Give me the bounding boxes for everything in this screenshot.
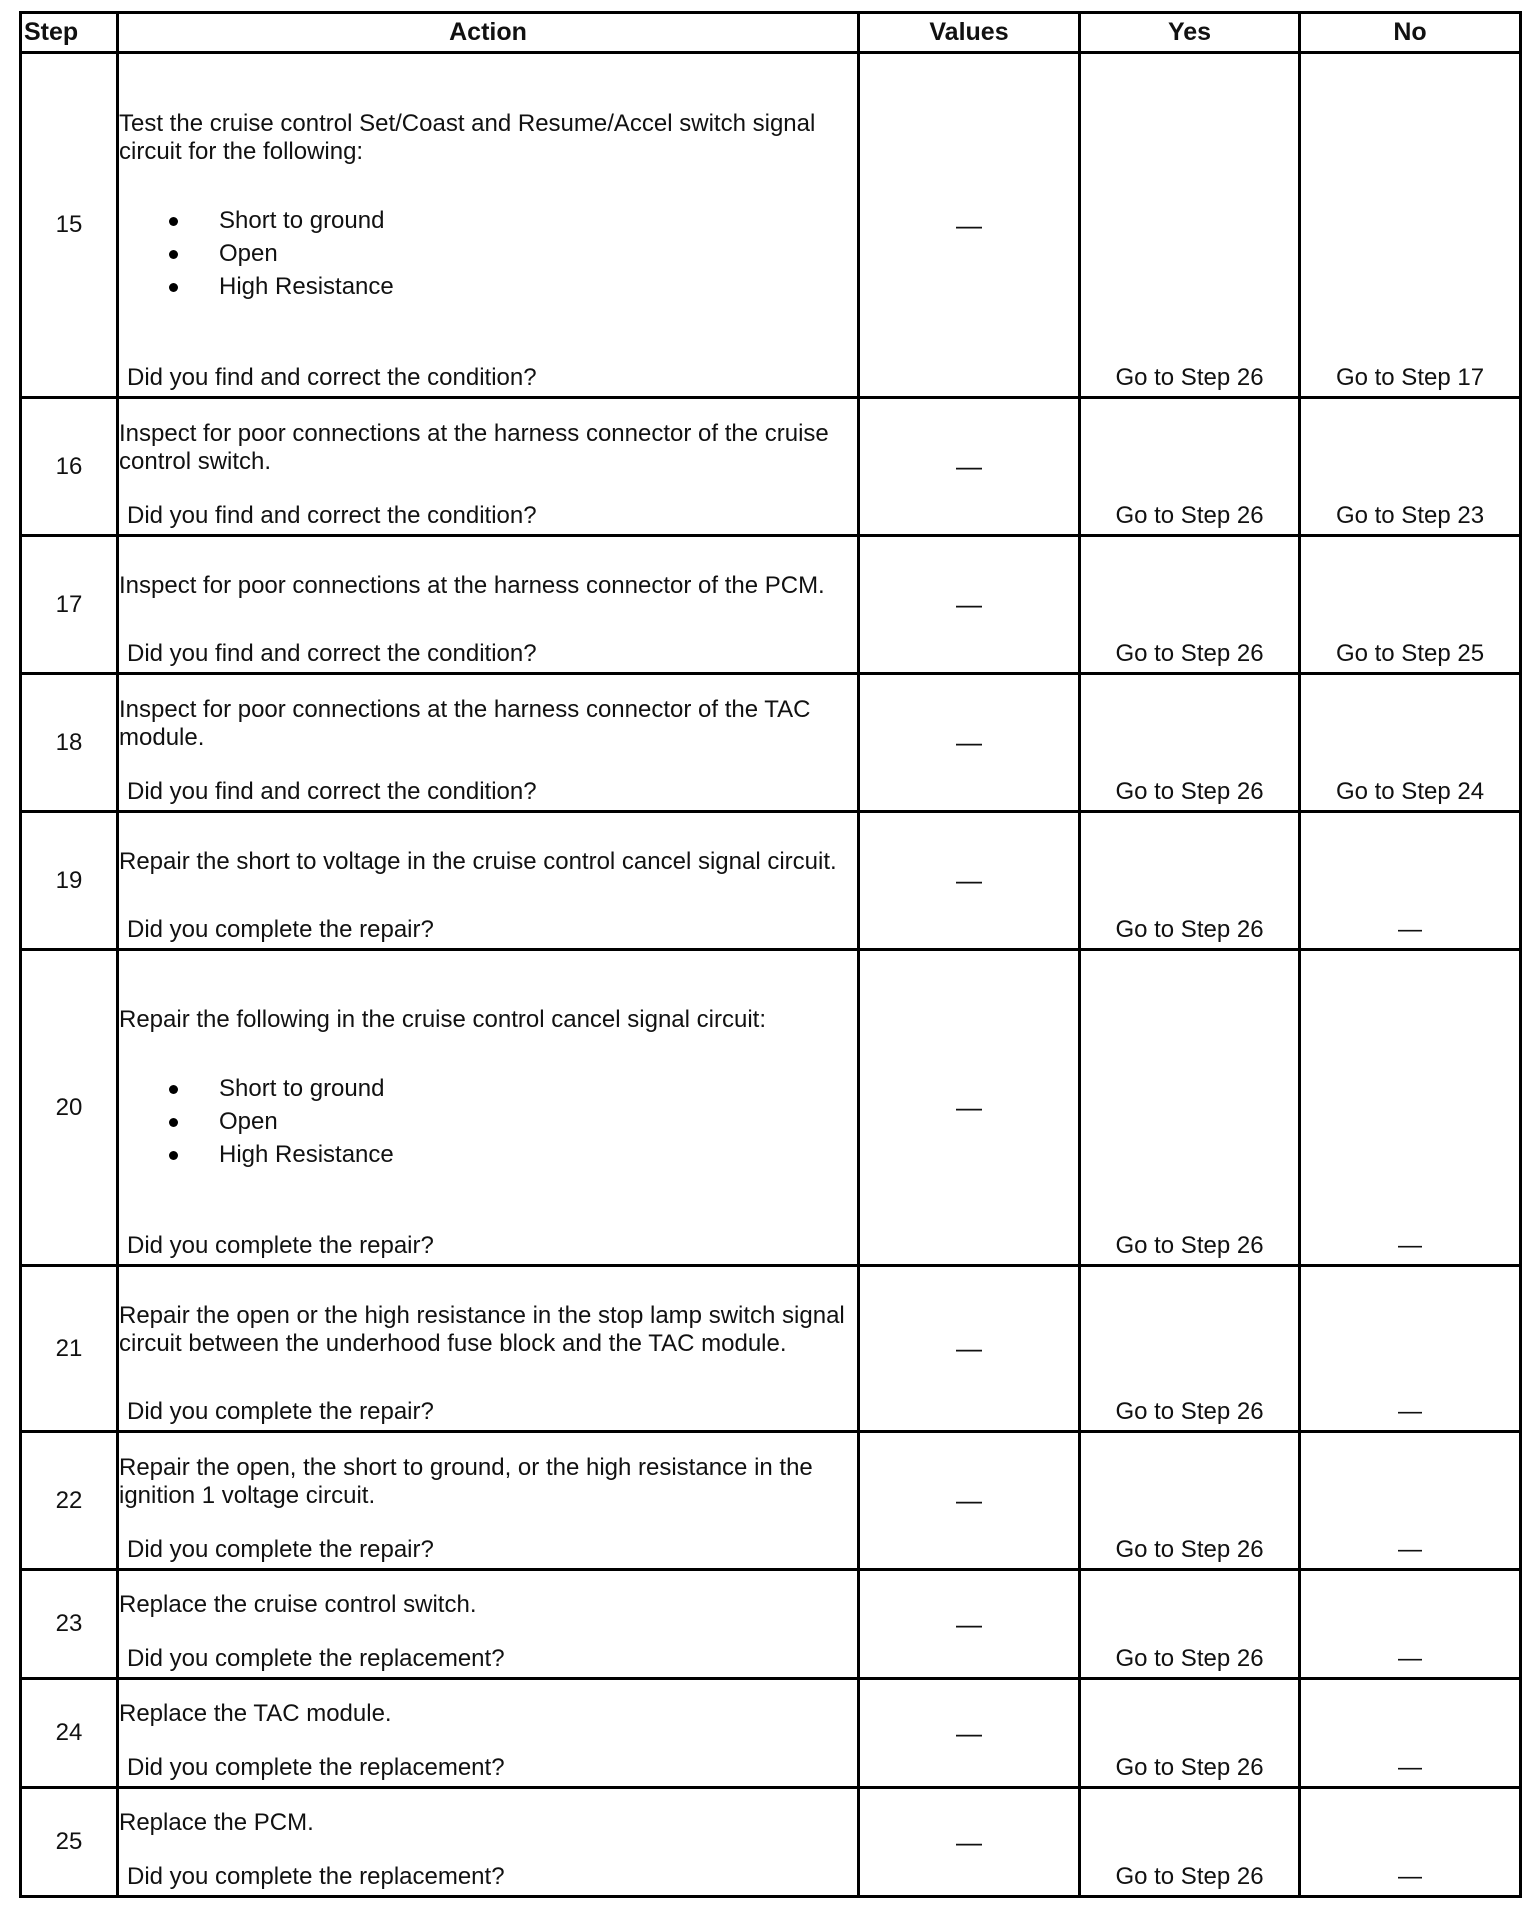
yes-cell (1081, 1571, 1301, 1680)
table-row (22, 1789, 1522, 1898)
table-row (22, 537, 1522, 675)
no-cell (1301, 54, 1522, 399)
no-link: — (1398, 916, 1422, 943)
action-cell (119, 1267, 860, 1433)
bullet-item: High Resistance (219, 1138, 857, 1171)
step-number: 22 (22, 1433, 119, 1571)
action-text: Test the cruise control Set/Coast and Resume/Accel switch signal circuit for the following: (119, 109, 816, 165)
action-cell (119, 1789, 860, 1898)
yes-cell (1081, 1789, 1301, 1898)
no-cell (1301, 813, 1522, 951)
action-text: Inspect for poor connections at the harness connector of the cruise control switch. (119, 419, 829, 475)
step-number: 21 (22, 1267, 119, 1433)
yes-cell (1081, 675, 1301, 813)
action-text: Replace the TAC module. (119, 1700, 392, 1727)
yes-cell (1081, 54, 1301, 399)
action-text: Repair the short to voltage in the cruise control cancel signal circuit. (119, 847, 837, 875)
step-number: 15 (22, 54, 119, 399)
header-no: No (1301, 14, 1522, 54)
yes-cell (1081, 951, 1301, 1267)
yes-cell (1081, 399, 1301, 537)
table-row (22, 813, 1522, 951)
action-question: Did you find and correct the condition? (127, 364, 537, 391)
step-number: 25 (22, 1789, 119, 1898)
no-cell (1301, 1267, 1522, 1433)
table-row (22, 1571, 1522, 1680)
action-question: Did you find and correct the condition? (127, 502, 537, 529)
yes-cell (1081, 1680, 1301, 1789)
action-question: Did you find and correct the condition? (127, 778, 537, 805)
table-row (22, 1680, 1522, 1789)
yes-link: Go to Step 26 (1115, 1536, 1264, 1563)
no-link: Go to Step 23 (1335, 502, 1485, 529)
values-cell: — (860, 1571, 1081, 1680)
bullet-list (119, 204, 857, 303)
action-question: Did you complete the repair? (127, 1232, 434, 1259)
bullet-item: Open (219, 1105, 857, 1138)
step-number: 23 (22, 1571, 119, 1680)
header-action: Action (119, 14, 860, 54)
action-cell (119, 675, 860, 813)
table-row (22, 951, 1522, 1267)
yes-cell (1081, 1267, 1301, 1433)
action-question: Did you complete the replacement? (127, 1645, 505, 1672)
no-link: — (1398, 1536, 1422, 1563)
action-text: Repair the following in the cruise control cancel signal circuit: (119, 1006, 766, 1033)
yes-link: Go to Step 26 (1115, 640, 1264, 667)
values-cell: — (860, 951, 1081, 1267)
yes-link: Go to Step 26 (1115, 1754, 1264, 1781)
action-text: Repair the open, the short to ground, or the high resistance in the ignition 1 voltage circuit. (119, 1453, 813, 1509)
header-values: Values (860, 14, 1081, 54)
no-link: Go to Step 24 (1335, 778, 1485, 805)
action-text: Inspect for poor connections at the harness connector of the TAC module. (119, 695, 811, 751)
step-number: 17 (22, 537, 119, 675)
no-cell (1301, 1571, 1522, 1680)
action-text: Repair the open or the high resistance in the stop lamp switch signal circuit between the underhood fuse block and the TAC module. (119, 1301, 845, 1357)
yes-link: Go to Step 26 (1115, 1232, 1264, 1259)
yes-link: Go to Step 26 (1115, 364, 1264, 391)
yes-link: Go to Step 26 (1115, 1398, 1264, 1425)
no-cell (1301, 399, 1522, 537)
yes-link: Go to Step 26 (1115, 1645, 1264, 1672)
no-link: — (1398, 1232, 1422, 1259)
yes-link: Go to Step 26 (1115, 778, 1264, 805)
table-row (22, 54, 1522, 399)
action-cell (119, 1680, 860, 1789)
step-number: 16 (22, 399, 119, 537)
no-link: Go to Step 25 (1335, 640, 1485, 667)
action-question: Did you find and correct the condition? (127, 640, 537, 667)
action-cell (119, 951, 860, 1267)
action-question: Did you complete the repair? (127, 916, 434, 943)
action-question: Did you complete the replacement? (127, 1754, 505, 1781)
values-cell: — (860, 54, 1081, 399)
step-number: 18 (22, 675, 119, 813)
yes-link: Go to Step 26 (1115, 502, 1264, 529)
table-body (22, 54, 1522, 1898)
step-number: 20 (22, 951, 119, 1267)
yes-cell (1081, 1433, 1301, 1571)
action-cell (119, 399, 860, 537)
table-row (22, 675, 1522, 813)
action-question: Did you complete the replacement? (127, 1863, 505, 1890)
action-cell (119, 537, 860, 675)
table-row (22, 399, 1522, 537)
action-cell (119, 1433, 860, 1571)
action-cell (119, 1571, 860, 1680)
no-link: — (1398, 1398, 1422, 1425)
action-text: Inspect for poor connections at the harness connector of the PCM. (119, 571, 825, 599)
values-cell: — (860, 399, 1081, 537)
bullet-item: Short to ground (219, 204, 857, 237)
step-number: 24 (22, 1680, 119, 1789)
bullet-item: Open (219, 237, 857, 270)
values-cell: — (860, 813, 1081, 951)
header-row (22, 14, 1522, 54)
bullet-item: Short to ground (219, 1072, 857, 1105)
action-cell (119, 54, 860, 399)
no-cell (1301, 675, 1522, 813)
step-number: 19 (22, 813, 119, 951)
no-link: — (1398, 1754, 1422, 1781)
diagnostic-steps-table (19, 11, 1522, 1898)
header-yes: Yes (1081, 14, 1301, 54)
action-text: Replace the PCM. (119, 1809, 314, 1836)
no-cell (1301, 951, 1522, 1267)
yes-link: Go to Step 26 (1115, 916, 1264, 943)
no-link: — (1398, 1645, 1422, 1672)
values-cell: — (860, 1267, 1081, 1433)
no-cell (1301, 537, 1522, 675)
yes-cell (1081, 537, 1301, 675)
diagnostic-table-wrapper (19, 11, 1522, 1898)
no-link: Go to Step 17 (1335, 364, 1485, 391)
yes-link: Go to Step 26 (1115, 1863, 1264, 1890)
table-row (22, 1433, 1522, 1571)
action-question: Did you complete the repair? (127, 1536, 434, 1563)
values-cell: — (860, 1433, 1081, 1571)
no-cell (1301, 1433, 1522, 1571)
action-text: Replace the cruise control switch. (119, 1591, 477, 1618)
header-step: Step (22, 14, 119, 54)
values-cell: — (860, 537, 1081, 675)
table-row (22, 1267, 1522, 1433)
action-cell (119, 813, 860, 951)
yes-cell (1081, 813, 1301, 951)
action-question: Did you complete the repair? (127, 1398, 434, 1425)
no-link: — (1398, 1863, 1422, 1890)
bullet-list (119, 1072, 857, 1171)
values-cell: — (860, 1789, 1081, 1898)
no-cell (1301, 1789, 1522, 1898)
bullet-item: High Resistance (219, 270, 857, 303)
no-cell (1301, 1680, 1522, 1789)
values-cell: — (860, 675, 1081, 813)
values-cell: — (860, 1680, 1081, 1789)
